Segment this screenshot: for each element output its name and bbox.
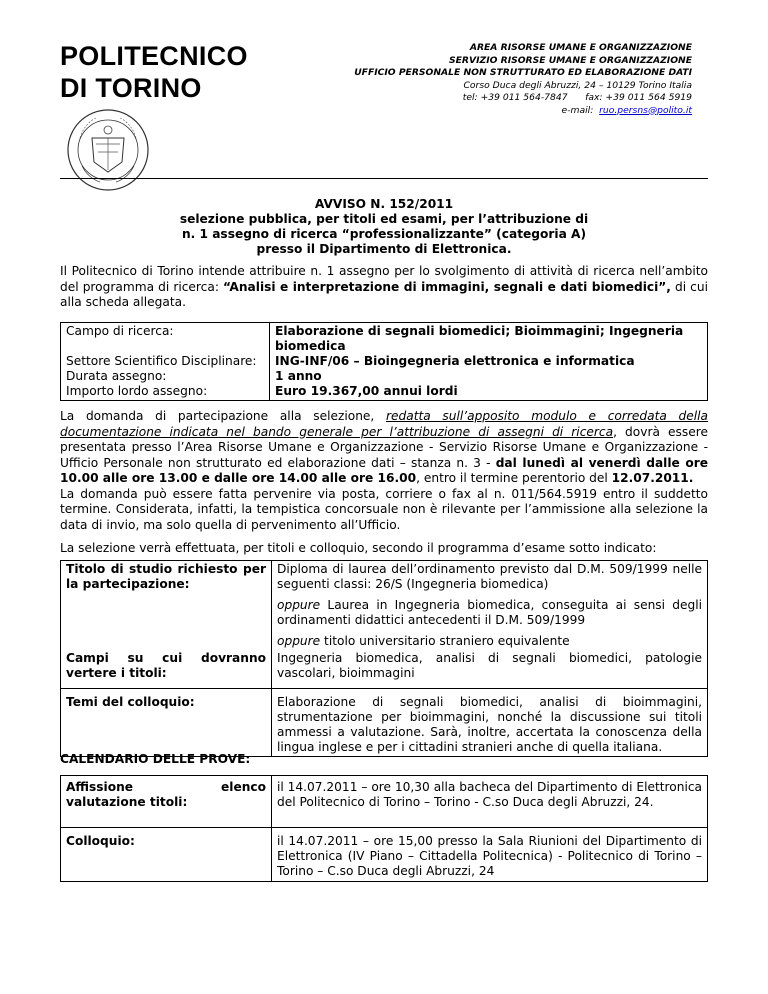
application-text-2: , dovrà essere presentata presso l’Area Risorse Umane e Organizzazione - Servizio Risorse Umane e Organizzazione - Ufficio Personale non strutturato ed elaborazione dati – stanza n. 3 - — [60, 424, 708, 470]
label-importo: Importo lordo assegno: — [66, 384, 208, 398]
email-label: e-mail: — [561, 104, 594, 116]
service-name: SERVIZIO RISORSE UMANE E ORGANIZZAZIONE — [449, 54, 692, 66]
office-address: Corso Duca degli Abruzzi, 24 – 10129 Torino Italia — [463, 79, 692, 91]
req-oppure-1: oppure — [277, 598, 321, 612]
req-titolo-p2-text: Laurea in Ingegneria biomedica, conseguita ai sensi degli ordinamenti didattici antecedenti il D.M. 509/1999 — [277, 598, 702, 627]
header-divider — [60, 178, 708, 179]
req-value-titolo — [272, 561, 708, 651]
office-hours: dal lunedì al venerdì dalle ore 10.00 alle ore 13.00 e dalle ore 14.00 alle ore 16.00 — [60, 455, 708, 485]
intro-text-a: Il Politecnico di Torino intende attribuire n. 1 assegno per lo svolgimento di attività di ricerca nell’ambito del programma di ricerca: — [60, 264, 708, 294]
application-text-3: , entro il termine perentorio del — [416, 471, 612, 485]
value-settore: ING-INF/06 – Bioingegneria elettronica e informatica — [275, 354, 635, 368]
summary-labels — [61, 323, 270, 401]
research-program: “Analisi e interpretazione di immagini, segnali e dati biomedici”, — [223, 279, 671, 294]
label-durata: Durata assegno: — [66, 369, 167, 383]
intro-paragraph — [60, 264, 708, 311]
institution-name — [60, 40, 248, 104]
selection-intro: La selezione verrà effettuata, per titoli e colloquio, secondo il programma d’esame sotto indicato: — [60, 541, 657, 555]
req-value-campi: Ingegneria biomedica, analisi di segnali biomedici, patologie vascolari, bioimmagini — [272, 650, 708, 689]
office-phone-fax — [354, 92, 692, 105]
value-importo: Euro 19.367,00 annui lordi — [275, 384, 458, 398]
summary-table — [60, 322, 708, 401]
req-label-temi: Temi del colloquio: — [61, 689, 272, 757]
application-text-4: La domanda può essere fatta pervenire via posta, corriere o fax al n. 011/564.5919 entro il suddetto termine. Considerata, infatti, la tempistica concorsuale non è rilevante per l’ammissione alla selezione la data di invio, ma solo quella di pervenimento all’Ufficio. — [60, 486, 708, 532]
institution-name-line2: DI TORINO — [60, 73, 202, 103]
area-name: AREA RISORSE UMANE E ORGANIZZAZIONE — [469, 42, 692, 53]
label-campo: Campo di ricerca: — [66, 324, 174, 338]
req-label-titolo: Titolo di studio richiesto per la partecipazione: — [61, 561, 272, 651]
office-contact-block — [354, 42, 692, 117]
university-seal-icon — [66, 108, 150, 192]
office-email-line — [354, 105, 692, 118]
label-settore: Settore Scientifico Disciplinare: — [66, 354, 257, 368]
application-link-text: redatta sull’apposito modulo e corredata della documentazione indicata nel bando generale per l’attribuzione di assegni di ricerca — [60, 409, 708, 439]
req-titolo-p2 — [277, 598, 702, 628]
notice-subtitle-line1: selezione pubblica, per titoli ed esami, per l’attribuzione di — [179, 212, 589, 226]
req-titolo-p3-text: titolo universitario straniero equivalente — [320, 634, 570, 648]
application-paragraph — [60, 409, 708, 533]
application-text-1: La domanda di partecipazione alla selezione, — [60, 409, 386, 423]
req-label-campi: Campi su cui dovranno vertere i titoli: — [61, 650, 272, 689]
email-link[interactable]: ruo.persns@polito.it — [599, 104, 692, 116]
institution-name-line1: POLITECNICO — [60, 41, 248, 71]
deadline-date: 12.07.2011. — [611, 471, 694, 485]
notice-title — [60, 197, 708, 257]
calendar-table — [60, 775, 708, 882]
value-campo: Elaborazione di segnali biomedici; Bioimmagini; Ingegneria biomedica — [275, 324, 684, 353]
req-titolo-p1: Diploma di laurea dell’ordinamento previsto dal D.M. 509/1999 nelle seguenti classi: 26/S (Ingegneria biomedica) — [277, 562, 702, 591]
notice-subtitle-line3: presso il Dipartimento di Elettronica. — [256, 242, 512, 256]
office-name: UFFICIO PERSONALE NON STRUTTURATO ED ELABORAZIONE DATI — [354, 67, 692, 78]
req-value-temi: Elaborazione di segnali biomedici, analisi di bioimmagini, strumentazione per bioimmagini, nonché la discussione sui titoli ammessi a valutazione. Sarà, inoltre, accertata la conoscenza della lingua inglese e per i cittadini stranieri anche di quella italiana. — [272, 689, 708, 757]
notice-subtitle-line2: n. 1 assegno di ricerca “professionalizzante” (categoria A) — [181, 227, 587, 241]
value-durata: 1 anno — [275, 369, 322, 383]
notice-number: AVVISO N. 152/2011 — [314, 197, 454, 211]
cal-label-affissione: Affissione elenco valutazione titoli: — [61, 776, 272, 828]
summary-values — [270, 323, 708, 401]
requirements-table — [60, 560, 708, 757]
req-titolo-p3 — [277, 634, 702, 649]
office-phone: tel: +39 011 564-7847 — [462, 92, 568, 103]
cal-value-affissione: il 14.07.2011 – ore 10,30 alla bacheca del Dipartimento di Elettronica del Politecnico di Torino – Torino - C.so Duca degli Abruzzi, 24. — [272, 776, 708, 828]
intro-text-b: di cui alla scheda allegata. — [60, 279, 708, 309]
cal-value-colloquio: il 14.07.2011 – ore 15,00 presso la Sala Riunioni del Dipartimento di Elettronica (IV Piano – Cittadella Politecnica) - Politecnico di Torino – Torino – C.so Duca degli Abruzzi, 24 — [272, 828, 708, 882]
cal-label-colloquio: Colloquio: — [61, 828, 272, 882]
calendar-title: CALENDARIO DELLE PROVE: — [60, 752, 251, 766]
office-fax: fax: +39 011 564 5919 — [585, 92, 692, 103]
req-oppure-2: oppure — [277, 634, 321, 648]
